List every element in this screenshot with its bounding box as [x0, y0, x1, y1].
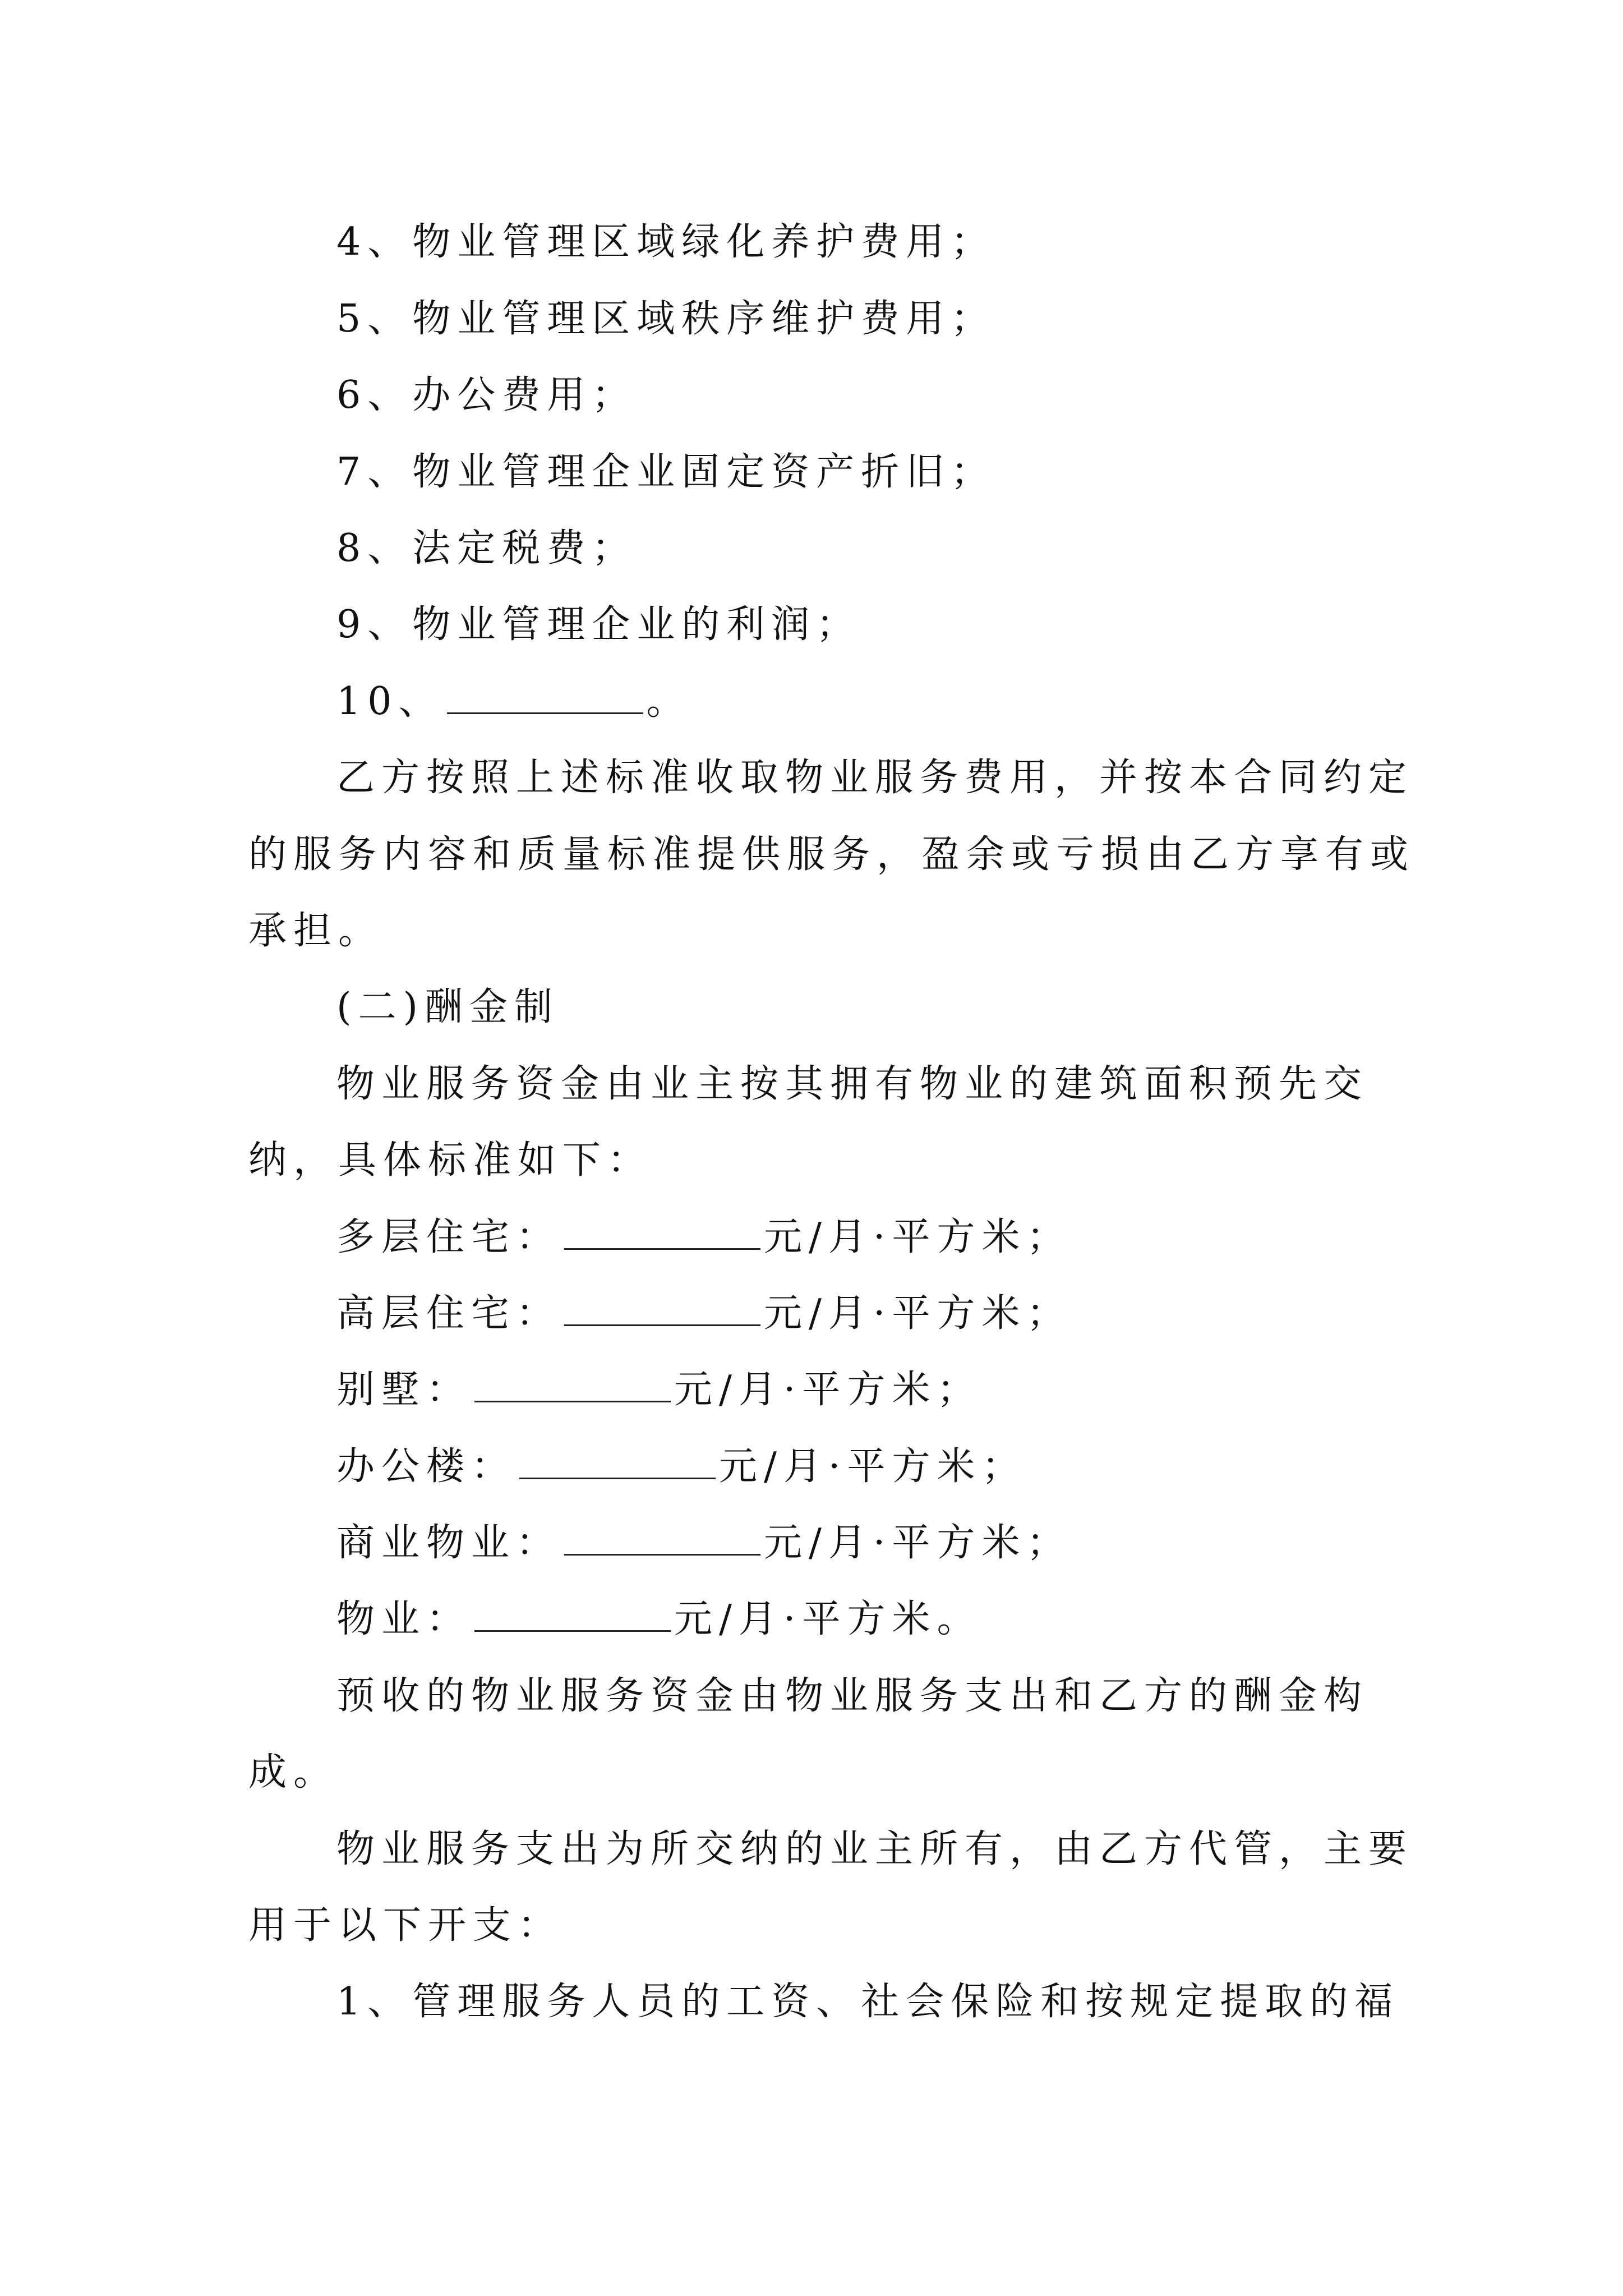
fill-in-blank — [474, 1369, 671, 1402]
paragraph-line: 的服务内容和质量标准提供服务，盈余或亏损由乙方享有或 — [248, 832, 1415, 877]
fee-row-highrise: 高层住宅： 元/月·平方米； — [336, 1291, 1072, 1336]
section-heading: (二)酬金制 — [336, 985, 560, 1029]
list-item-9: 9、物业管理企业的利润； — [336, 602, 861, 647]
paragraph-line: 承担。 — [248, 909, 384, 953]
list-item-1: 1、管理服务人员的工资、社会保险和按规定提取的福 — [336, 1980, 1400, 2024]
list-item-4: 4、物业管理区域绿化养护费用； — [336, 220, 996, 264]
fill-in-blank — [474, 1599, 671, 1632]
paragraph-line: 用于以下开支： — [248, 1903, 563, 1948]
list-item-10: 10、 。 — [336, 679, 691, 724]
fee-row-property: 物业： 元/月·平方米。 — [336, 1597, 982, 1641]
fee-row-villa: 别墅： 元/月·平方米； — [336, 1368, 982, 1412]
fill-in-blank — [564, 1293, 760, 1326]
paragraph-line: 物业服务支出为所交纳的业主所有，由乙方代管，主要 — [336, 1827, 1414, 1871]
paragraph-line: 成。 — [248, 1750, 339, 1795]
list-item-6: 6、办公费用； — [336, 373, 637, 417]
fill-in-blank — [564, 1217, 760, 1250]
fee-row-multistorey: 多层住宅： 元/月·平方米； — [336, 1215, 1072, 1259]
fee-row-office: 办公楼： 元/月·平方米； — [336, 1444, 1027, 1489]
paragraph-line: 乙方按照上述标准收取物业服务费用，并按本合同约定 — [336, 756, 1414, 800]
paragraph-line: 物业服务资金由业主按其拥有物业的建筑面积预先交 — [336, 1062, 1369, 1106]
fill-in-blank — [519, 1446, 716, 1479]
fill-in-blank — [564, 1522, 760, 1556]
fill-in-blank — [447, 681, 643, 714]
list-item-7: 7、物业管理企业固定资产折旧； — [336, 450, 996, 494]
fee-row-commercial: 商业物业： 元/月·平方米； — [336, 1521, 1072, 1565]
paragraph-line: 纳，具体标准如下： — [248, 1138, 653, 1182]
paragraph-line: 预收的物业服务资金由物业服务支出和乙方的酬金构 — [336, 1674, 1369, 1718]
list-item-8: 8、法定税费； — [336, 526, 637, 570]
list-item-5: 5、物业管理区域秩序维护费用； — [336, 297, 996, 341]
